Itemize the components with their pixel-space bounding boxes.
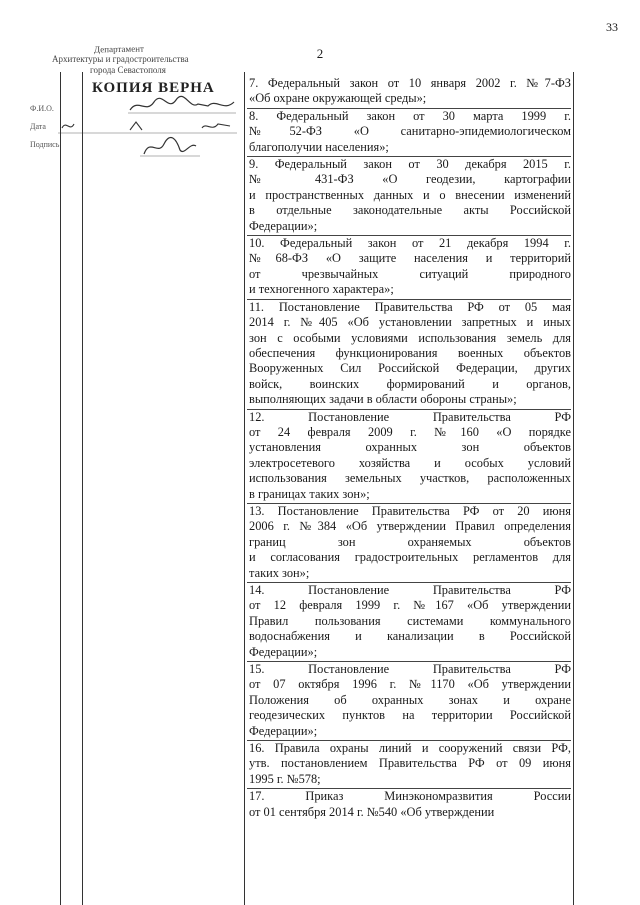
list-item-line: № 431-ФЗ «О геодезии, картографии — [249, 172, 571, 187]
list-item-line: и согласования градостроительных регламентов для — [249, 550, 571, 565]
stamp-city: города Севастополя — [90, 65, 166, 75]
list-item-line: выполняющих задачи в области обороны страны»; — [249, 392, 517, 407]
list-item-line: №52-ФЗ «О санитарно-эпидемиологическом — [249, 124, 571, 139]
list-item-line: в границах таких зон»; — [249, 486, 370, 501]
list-item-line: Федерации»; — [249, 644, 318, 659]
list-item — [247, 741, 571, 789]
list-item-line: и техногенного характера»; — [249, 282, 394, 297]
list-item-line: границ зон охраняемых объектов — [249, 534, 571, 549]
list-item-line: Вооруженных Сил Российской Федерации, других — [249, 361, 571, 376]
list-item-line: и пространственных данных и о внесении изменений — [249, 187, 571, 202]
list-item-line: 12. Постановление Правительства РФ — [249, 409, 571, 424]
list-item — [247, 789, 571, 821]
list-item-line: в отдельные законодательные акты Российской — [249, 203, 571, 218]
list-item — [247, 583, 571, 662]
list-item-line: электросетевого хозяйства и особых условий — [249, 455, 571, 470]
list-item-line: 14. Постановление Правительства РФ — [249, 583, 571, 597]
list-item-line: Положения об охранных зонах и охране — [249, 692, 571, 707]
list-item-line: «Об охране окружающей среды»; — [249, 91, 427, 106]
list-item-line: 2014 г. №405 «Об установлении запретных и иных — [249, 315, 571, 330]
list-item-line: №68-ФЗ «О защите населения и территорий — [249, 251, 571, 266]
page-number-center: 2 — [316, 46, 324, 61]
stamp-label-date: Дата — [30, 122, 46, 131]
stamp-label-sign: Подпись — [30, 140, 60, 149]
table-border-right — [573, 72, 574, 905]
table-border-col1 — [82, 72, 83, 905]
list-item-line: 8. Федеральный закон от 30 марта 1999 г. — [249, 108, 571, 123]
list-item-line: от 12 февраля 1999 г. №167 «Об утверждении — [249, 598, 571, 613]
list-item-line: от 07 октября 1996 г. №1170 «Об утверждении — [249, 677, 571, 692]
list-item-line: 7. Федеральный закон от 10 января 2002 г. №7-ФЗ — [249, 76, 571, 90]
list-item — [247, 300, 571, 410]
list-item-line: войск, воинских формирований и органов, — [249, 376, 571, 391]
list-item-line: 2006 г. №384 «Об утверждении Правил определения — [249, 519, 571, 534]
list-item-line: таких зон»; — [249, 565, 310, 580]
list-item-line: обеспечения функционирования военных объектов — [249, 345, 571, 360]
list-item-line: 16. Правила охраны линий и сооружений связи РФ, — [249, 741, 571, 756]
list-item — [247, 157, 571, 236]
list-item-line: 17. Приказ Минэкономразвития России — [249, 789, 571, 804]
list-item-line: 15. Постановление Правительства РФ — [249, 662, 571, 677]
page-number-corner: 33 — [606, 20, 618, 34]
list-item-line: геодезических пунктов на территории Российской — [249, 708, 571, 723]
stamp-title: КОПИЯ ВЕРНА — [92, 80, 215, 96]
table-border-left — [60, 72, 61, 905]
list-item-line: от 24 февраля 2009 г. №160 «О порядке — [249, 424, 571, 439]
list-item-line: 11. Постановление Правительства РФ от 05 мая — [249, 299, 571, 314]
list-item-line: зон с особыми условиями использования земель для — [249, 330, 571, 345]
list-item — [247, 76, 571, 109]
list-item — [247, 410, 571, 504]
stamp-label-fio: Ф.И.О. — [30, 104, 54, 113]
list-item-line: утв. постановлением Правительства РФ от 09 июня — [249, 756, 571, 771]
list-item-line: Правил пользования системами коммунального — [249, 613, 571, 628]
list-item-line: установления охранных зон объектов — [249, 440, 571, 455]
list-item-line: водоснабжения и канализации в Российской — [249, 629, 571, 644]
table-border-col2 — [244, 72, 245, 905]
list-item-line: от 01 сентября 2014 г. №540 «Об утверждении — [249, 804, 495, 819]
list-item-line: от чрезвычайных ситуаций природного — [249, 266, 571, 281]
list-item — [247, 109, 571, 157]
stamp-department: Департамент — [93, 43, 145, 55]
list-item-line: 9. Федеральный закон от 30 декабря 2015 г. — [249, 157, 571, 172]
list-item — [247, 236, 571, 300]
list-item-line: использования земельных участков, расположенных — [249, 471, 571, 486]
list-item-line: 13. Постановление Правительства РФ от 20 июня — [249, 503, 571, 518]
list-item-line: 1995 г. №578; — [249, 771, 321, 786]
regulations-list — [247, 76, 571, 821]
list-item — [247, 504, 571, 583]
list-item-line: благополучии населения»; — [249, 139, 389, 154]
list-item-line: Федерации»; — [249, 218, 318, 233]
stamp-department-name: Архитектуры и градостроительства — [52, 54, 189, 64]
list-item — [247, 662, 571, 741]
list-item-line: 10. Федеральный закон от 21 декабря 1994 г. — [249, 236, 571, 251]
list-item-line: Федерации»; — [249, 723, 318, 738]
